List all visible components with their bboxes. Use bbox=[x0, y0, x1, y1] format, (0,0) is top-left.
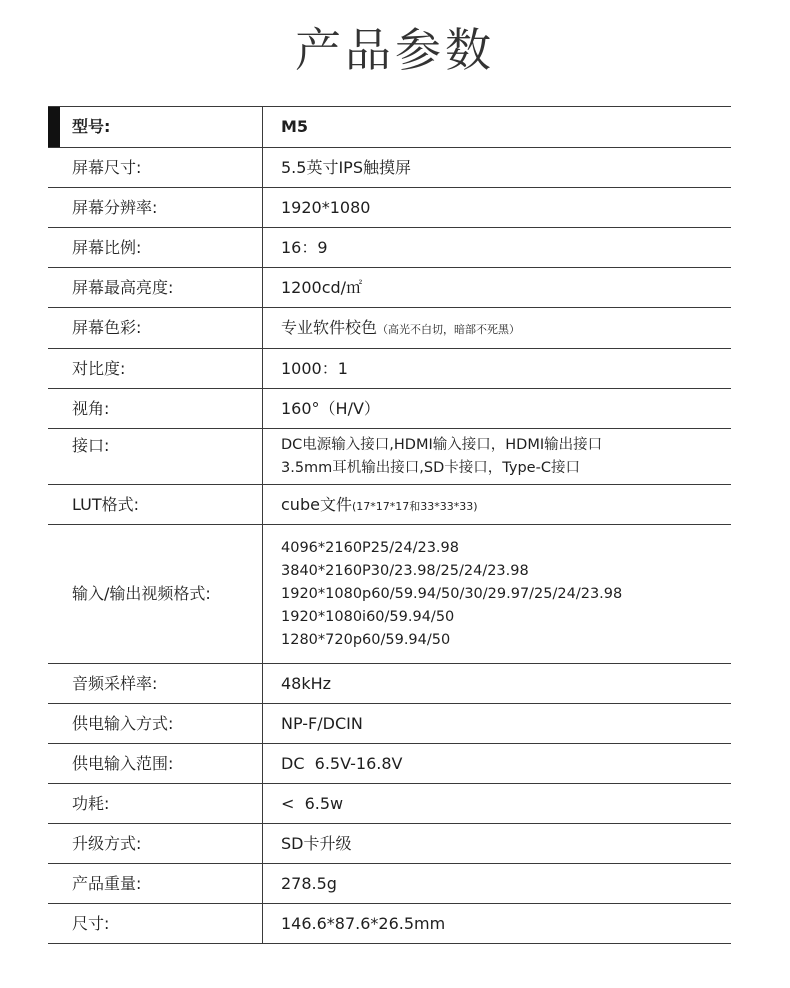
spec-value-line: 3840*2160P30/23.98/25/24/23.98 bbox=[281, 562, 529, 579]
spec-value-text: 专业软件校色 bbox=[281, 318, 378, 338]
spec-value-line: 1280*720p60/59.94/50 bbox=[281, 631, 451, 648]
spec-row-aspect-ratio bbox=[48, 228, 731, 268]
spec-row-dimensions bbox=[48, 904, 731, 944]
spec-label-power-consumption: 功耗: bbox=[48, 784, 263, 824]
spec-value-line: 3.5mm耳机输出接口,SD卡接口，Type-C接口 bbox=[281, 459, 580, 476]
spec-label-viewing-angle: 视角: bbox=[48, 389, 263, 429]
spec-value-lut-format bbox=[263, 485, 732, 525]
row-marker bbox=[48, 107, 60, 147]
spec-value-weight: 278.5g bbox=[281, 873, 337, 893]
spec-value-contrast: 1000：1 bbox=[281, 358, 348, 378]
spec-row-color bbox=[48, 308, 731, 349]
spec-label-aspect-ratio: 屏幕比例: bbox=[48, 228, 263, 268]
spec-value-note: （高光不白切，暗部不死黑） bbox=[377, 323, 521, 337]
spec-label-interfaces: 接口: bbox=[48, 429, 263, 485]
spec-value-power-input: NP-F/DCIN bbox=[281, 713, 363, 733]
spec-row-screen-size bbox=[48, 148, 731, 188]
spec-row-lut-format bbox=[48, 485, 731, 525]
spec-label-video-formats: 输入/输出视频格式: bbox=[48, 525, 263, 664]
spec-value-upgrade: SD卡升级 bbox=[281, 833, 352, 853]
spec-label-screen-size: 屏幕尺寸: bbox=[48, 148, 263, 188]
spec-label-power-input: 供电输入方式: bbox=[48, 704, 263, 744]
spec-label-lut-format: LUT格式: bbox=[48, 485, 263, 525]
spec-row-upgrade bbox=[48, 824, 731, 864]
spec-value-text: cube文件 bbox=[281, 494, 352, 514]
spec-value-video-formats bbox=[263, 525, 732, 664]
spec-value-viewing-angle: 160°（H/V） bbox=[281, 398, 380, 418]
spec-value-model: M5 bbox=[281, 117, 309, 137]
spec-label-power-range: 供电输入范围: bbox=[48, 744, 263, 784]
spec-value-brightness: 1200cd/㎡ bbox=[281, 277, 363, 297]
spec-row-power-consumption bbox=[48, 784, 731, 824]
spec-value-power-consumption: < 6.5w bbox=[281, 793, 344, 813]
spec-value-line: 1920*1080p60/59.94/50/30/29.97/25/24/23.98 bbox=[281, 585, 623, 602]
spec-value-note: (17*17*17和33*33*33) bbox=[351, 499, 478, 513]
spec-value-line: 1920*1080i60/59.94/50 bbox=[281, 608, 455, 625]
spec-value-screen-size: 5.5英寸IPS触摸屏 bbox=[281, 157, 411, 177]
spec-label-weight: 产品重量: bbox=[48, 864, 263, 904]
spec-label-color: 屏幕色彩: bbox=[48, 308, 263, 349]
spec-row-interfaces bbox=[48, 429, 731, 485]
spec-label-audio-sampling: 音频采样率: bbox=[48, 664, 263, 704]
spec-label-upgrade: 升级方式: bbox=[48, 824, 263, 864]
spec-row-power-input bbox=[48, 704, 731, 744]
spec-row-viewing-angle bbox=[48, 389, 731, 429]
spec-row-contrast bbox=[48, 349, 731, 389]
spec-row-weight bbox=[48, 864, 731, 904]
spec-row-power-range bbox=[48, 744, 731, 784]
spec-table bbox=[48, 106, 731, 944]
spec-value-dimensions: 146.6*87.6*26.5mm bbox=[281, 913, 446, 933]
spec-label-model bbox=[48, 107, 263, 148]
spec-value-power-range: DC 6.5V-16.8V bbox=[281, 753, 403, 773]
spec-value-interfaces bbox=[263, 429, 732, 485]
spec-value-line: 4096*2160P25/24/23.98 bbox=[281, 539, 459, 556]
spec-row-video-formats bbox=[48, 525, 731, 664]
spec-label-resolution: 屏幕分辨率: bbox=[48, 188, 263, 228]
spec-label-dimensions: 尺寸: bbox=[48, 904, 263, 944]
spec-label-brightness: 屏幕最高亮度: bbox=[48, 268, 263, 308]
spec-label-text: 型号: bbox=[72, 117, 111, 137]
spec-value-resolution: 1920*1080 bbox=[281, 197, 371, 217]
spec-row-audio-sampling bbox=[48, 664, 731, 704]
page-title: 产品参数 bbox=[295, 23, 495, 77]
spec-value-line: DC电源输入接口,HDMI输入接口，HDMI输出接口 bbox=[281, 436, 603, 453]
spec-row-brightness bbox=[48, 268, 731, 308]
spec-label-contrast: 对比度: bbox=[48, 349, 263, 389]
spec-value-color bbox=[263, 308, 732, 349]
spec-row-model bbox=[48, 107, 731, 148]
spec-value-audio-sampling: 48kHz bbox=[281, 673, 332, 693]
spec-value-aspect-ratio: 16：9 bbox=[281, 237, 328, 257]
spec-row-resolution bbox=[48, 188, 731, 228]
